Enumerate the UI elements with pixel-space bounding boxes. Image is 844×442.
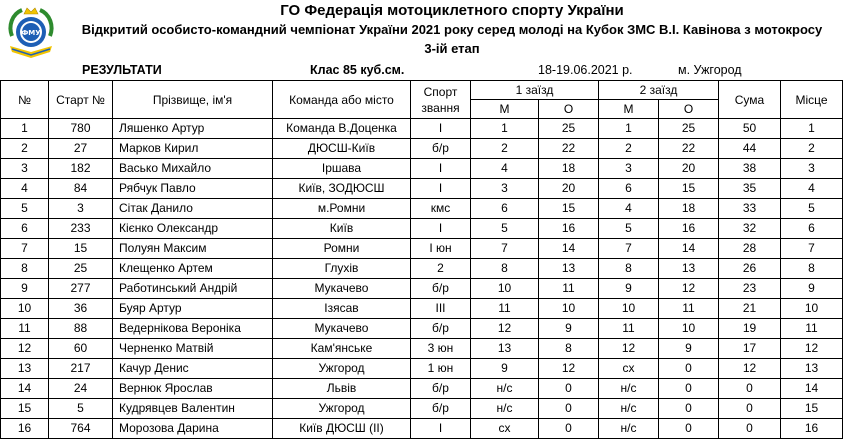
- cell-race1-m: 7: [471, 239, 539, 259]
- cell-start: 15: [49, 239, 113, 259]
- cell-name: Кудрявцев Валентин: [113, 399, 273, 419]
- cell-rank: І: [411, 179, 471, 199]
- cell-place: 12: [781, 339, 843, 359]
- cell-team: Ромни: [273, 239, 411, 259]
- cell-num: 7: [1, 239, 49, 259]
- class-label: Клас 85 куб.см.: [310, 63, 405, 77]
- cell-place: 13: [781, 359, 843, 379]
- cell-num: 12: [1, 339, 49, 359]
- cell-start: 24: [49, 379, 113, 399]
- cell-num: 8: [1, 259, 49, 279]
- cell-num: 11: [1, 319, 49, 339]
- cell-race1-o: 20: [539, 179, 599, 199]
- cell-race2-m: 3: [599, 159, 659, 179]
- cell-name: Черненко Матвій: [113, 339, 273, 359]
- cell-race2-m: 11: [599, 319, 659, 339]
- cell-race2-o: 16: [659, 219, 719, 239]
- cell-place: 6: [781, 219, 843, 239]
- cell-start: 182: [49, 159, 113, 179]
- table-row: [1, 279, 843, 299]
- cell-team: м.Ромни: [273, 199, 411, 219]
- cell-race2-m: сх: [599, 359, 659, 379]
- cell-place: 16: [781, 419, 843, 439]
- cell-start: 36: [49, 299, 113, 319]
- cell-race2-o: 15: [659, 179, 719, 199]
- cell-start: 217: [49, 359, 113, 379]
- cell-rank: б/р: [411, 139, 471, 159]
- col-header-start: Старт №: [49, 81, 113, 119]
- cell-sum: 38: [719, 159, 781, 179]
- cell-race2-m: 4: [599, 199, 659, 219]
- table-row: [1, 359, 843, 379]
- table-row: [1, 379, 843, 399]
- table-row: [1, 179, 843, 199]
- cell-place: 7: [781, 239, 843, 259]
- cell-team: Глухів: [273, 259, 411, 279]
- cell-race1-m: сх: [471, 419, 539, 439]
- cell-name: Вернюк Ярослав: [113, 379, 273, 399]
- cell-race2-m: 5: [599, 219, 659, 239]
- table-row: [1, 119, 843, 139]
- cell-race1-o: 0: [539, 379, 599, 399]
- cell-race1-m: н/с: [471, 379, 539, 399]
- cell-num: 10: [1, 299, 49, 319]
- cell-name: Рябчук Павло: [113, 179, 273, 199]
- cell-race2-o: 12: [659, 279, 719, 299]
- cell-rank: кмс: [411, 199, 471, 219]
- cell-race2-o: 10: [659, 319, 719, 339]
- cell-race2-o: 25: [659, 119, 719, 139]
- cell-num: 16: [1, 419, 49, 439]
- col-header-race2-m: М: [599, 100, 659, 119]
- cell-team: Київ, ЗОДЮСШ: [273, 179, 411, 199]
- cell-place: 4: [781, 179, 843, 199]
- cell-race1-o: 0: [539, 419, 599, 439]
- cell-race1-m: 9: [471, 359, 539, 379]
- cell-place: 2: [781, 139, 843, 159]
- cell-rank: І: [411, 419, 471, 439]
- cell-team: Ужгород: [273, 359, 411, 379]
- cell-race2-m: 10: [599, 299, 659, 319]
- federation-title: ГО Федерація мотоциклетного спорту України: [280, 2, 624, 19]
- cell-sum: 33: [719, 199, 781, 219]
- cell-team: Мукачево: [273, 279, 411, 299]
- cell-sum: 23: [719, 279, 781, 299]
- cell-sum: 21: [719, 299, 781, 319]
- cell-team: Київ ДЮСШ (ІІ): [273, 419, 411, 439]
- cell-name: Кієнко Олександр: [113, 219, 273, 239]
- cell-race1-m: 11: [471, 299, 539, 319]
- cell-race2-o: 11: [659, 299, 719, 319]
- cell-race2-o: 0: [659, 399, 719, 419]
- cell-rank: б/р: [411, 379, 471, 399]
- col-header-sum: Сума: [719, 81, 781, 119]
- cell-place: 11: [781, 319, 843, 339]
- cell-name: Буяр Артур: [113, 299, 273, 319]
- cell-team: Ужгород: [273, 399, 411, 419]
- cell-team: Іршава: [273, 159, 411, 179]
- cell-name: Марков Кирил: [113, 139, 273, 159]
- cell-race1-o: 15: [539, 199, 599, 219]
- table-row: [1, 299, 843, 319]
- cell-race2-m: 2: [599, 139, 659, 159]
- col-header-team: Команда або місто: [273, 81, 411, 119]
- cell-sum: 17: [719, 339, 781, 359]
- cell-rank: І: [411, 219, 471, 239]
- cell-num: 13: [1, 359, 49, 379]
- cell-sum: 28: [719, 239, 781, 259]
- col-header-place: Місце: [781, 81, 843, 119]
- cell-name: Ляшенко Артур: [113, 119, 273, 139]
- cell-race2-o: 22: [659, 139, 719, 159]
- cell-start: 27: [49, 139, 113, 159]
- cell-rank: І: [411, 159, 471, 179]
- cell-sum: 0: [719, 379, 781, 399]
- cell-race1-o: 22: [539, 139, 599, 159]
- cell-race1-o: 25: [539, 119, 599, 139]
- cell-sum: 19: [719, 319, 781, 339]
- col-header-rank: [411, 81, 471, 119]
- results-table: [0, 80, 843, 439]
- cell-race1-m: 10: [471, 279, 539, 299]
- cell-num: 6: [1, 219, 49, 239]
- cell-num: 1: [1, 119, 49, 139]
- cell-race2-m: н/с: [599, 419, 659, 439]
- cell-rank: б/р: [411, 319, 471, 339]
- cell-place: 3: [781, 159, 843, 179]
- cell-name: Полуян Максим: [113, 239, 273, 259]
- cell-place: 10: [781, 299, 843, 319]
- table-row: [1, 159, 843, 179]
- logo-text: ФМУ: [21, 29, 41, 37]
- cell-race2-m: н/с: [599, 379, 659, 399]
- cell-start: 60: [49, 339, 113, 359]
- cell-place: 9: [781, 279, 843, 299]
- cell-race1-m: 13: [471, 339, 539, 359]
- cell-place: 15: [781, 399, 843, 419]
- cell-sum: 26: [719, 259, 781, 279]
- table-row: [1, 339, 843, 359]
- cell-start: 84: [49, 179, 113, 199]
- cell-name: Сітак Данило: [113, 199, 273, 219]
- cell-start: 5: [49, 399, 113, 419]
- cell-rank: б/р: [411, 399, 471, 419]
- cell-race2-o: 18: [659, 199, 719, 219]
- cell-team: Київ: [273, 219, 411, 239]
- cell-race1-m: 5: [471, 219, 539, 239]
- cell-rank: І: [411, 119, 471, 139]
- cell-race1-o: 14: [539, 239, 599, 259]
- cell-num: 3: [1, 159, 49, 179]
- cell-race1-o: 16: [539, 219, 599, 239]
- table-row: [1, 319, 843, 339]
- cell-team: Мукачево: [273, 319, 411, 339]
- cell-race2-m: 12: [599, 339, 659, 359]
- cell-race1-m: 6: [471, 199, 539, 219]
- cell-name: Клещенко Артем: [113, 259, 273, 279]
- cell-race1-m: 3: [471, 179, 539, 199]
- cell-race2-m: 6: [599, 179, 659, 199]
- cell-place: 14: [781, 379, 843, 399]
- cell-sum: 44: [719, 139, 781, 159]
- cell-race1-m: н/с: [471, 399, 539, 419]
- cell-race2-o: 13: [659, 259, 719, 279]
- cell-start: 3: [49, 199, 113, 219]
- table-row: [1, 219, 843, 239]
- cell-team: Львів: [273, 379, 411, 399]
- cell-rank: 3 юн: [411, 339, 471, 359]
- col-header-race1-o: О: [539, 100, 599, 119]
- cell-race2-m: 1: [599, 119, 659, 139]
- cell-name: Ведернікова Вероніка: [113, 319, 273, 339]
- cell-start: 277: [49, 279, 113, 299]
- cell-place: 8: [781, 259, 843, 279]
- event-date: 18-19.06.2021 р.: [538, 63, 633, 77]
- cell-num: 4: [1, 179, 49, 199]
- col-header-race2: 2 заїзд: [599, 81, 719, 100]
- cell-rank: ІІІ: [411, 299, 471, 319]
- cell-rank: І юн: [411, 239, 471, 259]
- col-header-name: Прізвище, ім'я: [113, 81, 273, 119]
- federation-logo-icon: [2, 2, 60, 60]
- cell-rank: 1 юн: [411, 359, 471, 379]
- col-header-race2-o: О: [659, 100, 719, 119]
- table-row: [1, 259, 843, 279]
- cell-num: 2: [1, 139, 49, 159]
- col-header-rank-line2: звання: [421, 100, 460, 115]
- cell-team: ДЮСШ-Київ: [273, 139, 411, 159]
- cell-start: 780: [49, 119, 113, 139]
- cell-start: 88: [49, 319, 113, 339]
- cell-rank: б/р: [411, 279, 471, 299]
- cell-race1-o: 11: [539, 279, 599, 299]
- cell-race1-m: 1: [471, 119, 539, 139]
- cell-race1-o: 18: [539, 159, 599, 179]
- results-label: РЕЗУЛЬТАТИ: [82, 63, 162, 77]
- championship-title: Відкритий особисто-командний чемпіонат України 2021 року серед молоді на Кубок ЗМС В.І. Кавінова з мотокросу: [81, 22, 823, 37]
- cell-race2-o: 0: [659, 359, 719, 379]
- table-row: [1, 139, 843, 159]
- cell-name: Морозова Дарина: [113, 419, 273, 439]
- cell-sum: 35: [719, 179, 781, 199]
- cell-num: 15: [1, 399, 49, 419]
- cell-race1-o: 10: [539, 299, 599, 319]
- table-row: [1, 239, 843, 259]
- cell-team: Кам'янське: [273, 339, 411, 359]
- col-header-num: №: [1, 81, 49, 119]
- cell-race1-m: 4: [471, 159, 539, 179]
- cell-rank: 2: [411, 259, 471, 279]
- cell-place: 1: [781, 119, 843, 139]
- cell-place: 5: [781, 199, 843, 219]
- stage-title: 3-ій етап: [424, 41, 480, 56]
- cell-race1-o: 8: [539, 339, 599, 359]
- cell-sum: 12: [719, 359, 781, 379]
- cell-num: 9: [1, 279, 49, 299]
- cell-race2-m: 8: [599, 259, 659, 279]
- cell-race2-o: 20: [659, 159, 719, 179]
- cell-race1-o: 12: [539, 359, 599, 379]
- cell-start: 764: [49, 419, 113, 439]
- cell-race1-o: 13: [539, 259, 599, 279]
- cell-race1-m: 2: [471, 139, 539, 159]
- cell-team: Ізясав: [273, 299, 411, 319]
- cell-race2-o: 14: [659, 239, 719, 259]
- cell-race1-m: 12: [471, 319, 539, 339]
- cell-race1-o: 9: [539, 319, 599, 339]
- col-header-race1-m: М: [471, 100, 539, 119]
- cell-name: Васько Михайло: [113, 159, 273, 179]
- cell-race2-m: н/с: [599, 399, 659, 419]
- cell-start: 233: [49, 219, 113, 239]
- cell-race2-m: 9: [599, 279, 659, 299]
- cell-start: 25: [49, 259, 113, 279]
- cell-race2-o: 0: [659, 379, 719, 399]
- cell-sum: 0: [719, 399, 781, 419]
- cell-race1-m: 8: [471, 259, 539, 279]
- cell-num: 5: [1, 199, 49, 219]
- table-row: [1, 199, 843, 219]
- cell-name: Работинський Андрій: [113, 279, 273, 299]
- event-place: м. Ужгород: [678, 63, 742, 77]
- cell-sum: 32: [719, 219, 781, 239]
- cell-race1-o: 0: [539, 399, 599, 419]
- cell-race2-m: 7: [599, 239, 659, 259]
- cell-race2-o: 9: [659, 339, 719, 359]
- cell-team: Команда В.Доценка: [273, 119, 411, 139]
- cell-name: Качур Денис: [113, 359, 273, 379]
- table-row: [1, 399, 843, 419]
- cell-race2-o: 0: [659, 419, 719, 439]
- cell-sum: 50: [719, 119, 781, 139]
- table-row: [1, 419, 843, 439]
- cell-sum: 0: [719, 419, 781, 439]
- col-header-rank-line1: Спорт: [423, 84, 458, 99]
- cell-num: 14: [1, 379, 49, 399]
- col-header-race1: 1 заїзд: [471, 81, 599, 100]
